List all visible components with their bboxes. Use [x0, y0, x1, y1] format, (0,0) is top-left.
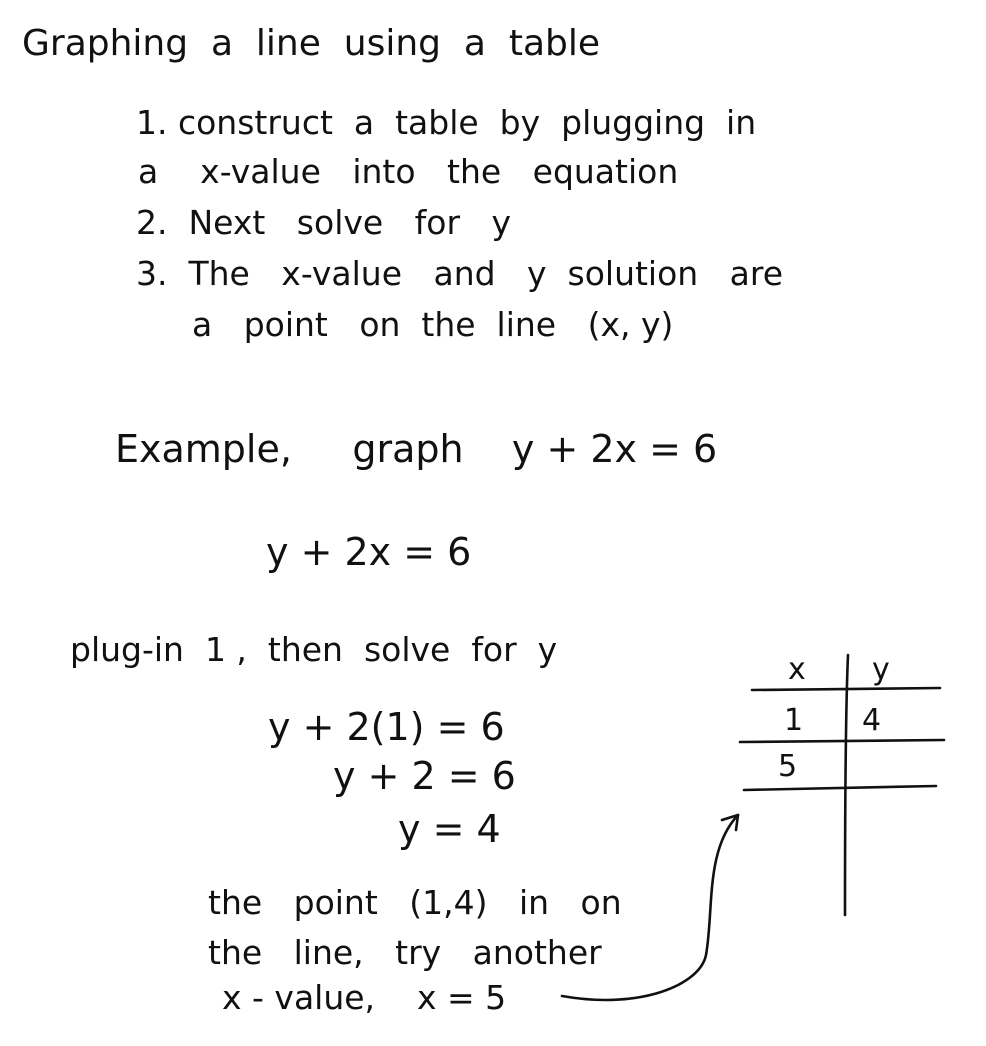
table-row-rule-2: [744, 786, 936, 790]
work-line-3: y = 4: [398, 807, 501, 851]
conclusion-line-3: x - value, x = 5: [222, 978, 507, 1017]
work-line-2: y + 2 = 6: [333, 754, 516, 798]
example-equation: y + 2x = 6: [266, 530, 472, 574]
table-cell-y-1: 4: [862, 703, 882, 738]
page-title: Graphing a line using a table: [22, 23, 601, 64]
example-heading: Example, graph y + 2x = 6: [115, 427, 718, 471]
table-header-x: x: [788, 652, 806, 687]
table-header-rule: [752, 688, 940, 690]
table-header-y: y: [872, 652, 890, 687]
plug-in-instruction: plug-in 1 , then solve for y: [70, 630, 558, 669]
arrow-curve: [562, 815, 738, 1000]
step-3-line-2: a point on the line (x, y): [192, 305, 674, 344]
table-cell-x-1: 1: [784, 703, 804, 738]
conclusion-line-1: the point (1,4) in on: [208, 883, 622, 922]
work-line-1: y + 2(1) = 6: [268, 705, 505, 749]
table-vertical-rule: [845, 655, 848, 915]
table-row-rule-1: [740, 740, 944, 742]
step-1-line-1: 1. construct a table by plugging in: [136, 103, 757, 142]
table-cell-x-2: 5: [778, 749, 798, 784]
step-2: 2. Next solve for y: [136, 203, 512, 242]
step-3-line-1: 3. The x-value and y solution are: [136, 254, 784, 293]
conclusion-line-2: the line, try another: [208, 933, 602, 972]
step-1-line-2: a x-value into the equation: [138, 152, 679, 191]
